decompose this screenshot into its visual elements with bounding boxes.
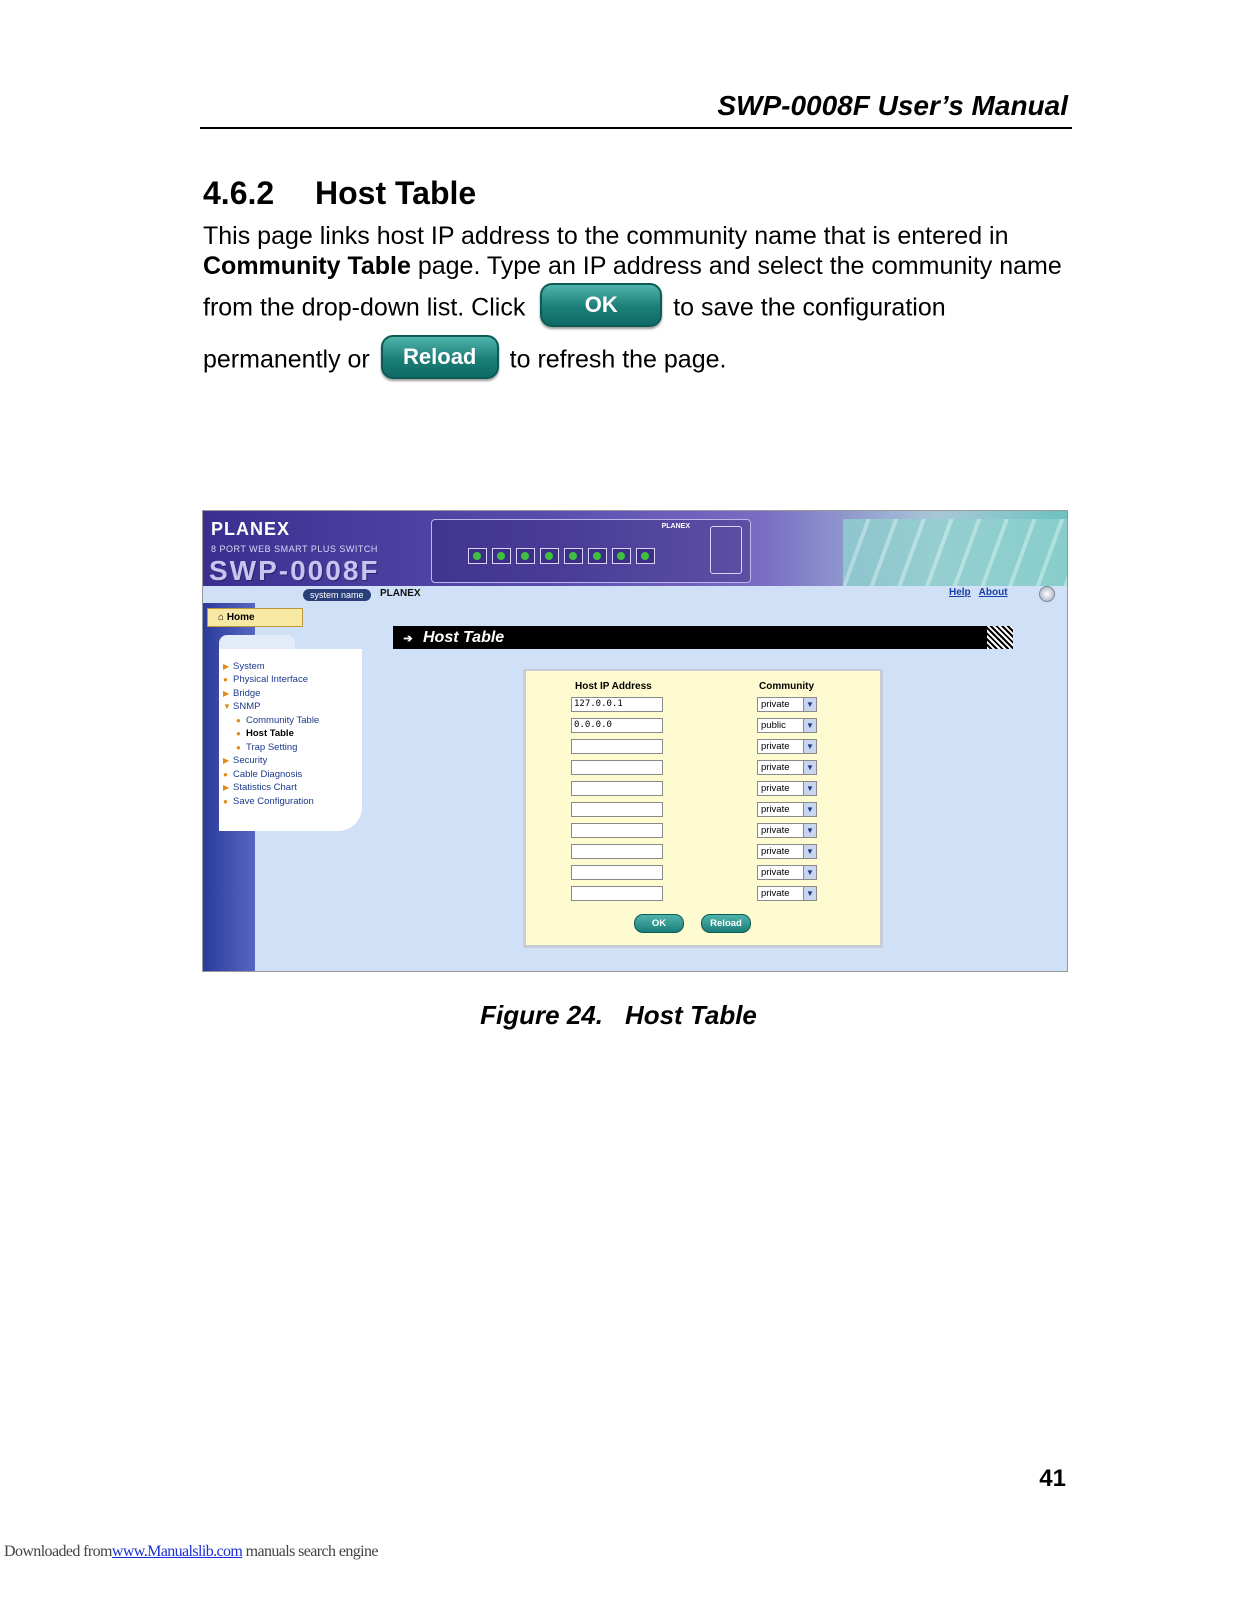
host-ip-input-1[interactable]: 127.0.0.1: [571, 697, 663, 712]
brand-logo: PLANEX: [211, 519, 291, 539]
menu-bridge[interactable]: [223, 688, 260, 699]
section-heading: Host Table: [315, 175, 477, 211]
column-community: Community: [759, 681, 814, 692]
column-host-ip: Host IP Address: [575, 681, 652, 692]
body-line-4: [203, 335, 726, 387]
arrow-icon: ▶: [223, 783, 230, 792]
community-select-9[interactable]: [757, 865, 817, 880]
host-ip-input-3[interactable]: [571, 739, 663, 754]
community-select-6[interactable]: [757, 802, 817, 817]
bullet-icon: ●: [223, 770, 228, 779]
port-led: [545, 552, 553, 560]
host-ip-input-8[interactable]: [571, 844, 663, 859]
menu-system[interactable]: [223, 661, 265, 672]
ok-button-image: OK: [540, 283, 662, 327]
chevron-down-icon: ▼: [803, 824, 816, 837]
section-number: 4.6.2: [203, 175, 275, 211]
body-line-4-after: to refresh the page.: [509, 345, 727, 374]
port-led: [497, 552, 505, 560]
host-ip-input-5[interactable]: [571, 781, 663, 796]
running-header: SWP-0008F User’s Manual: [717, 90, 1068, 121]
port-led: [473, 552, 481, 560]
banner: [203, 511, 1067, 586]
chevron-down-icon: ▼: [803, 803, 816, 816]
menu-cable-diagnosis[interactable]: [223, 769, 302, 780]
system-name-value: PLANEX: [380, 588, 421, 599]
home-tab[interactable]: [207, 608, 303, 627]
help-link[interactable]: Help: [949, 587, 971, 598]
menu-label: SNMP: [233, 701, 261, 712]
menu-snmp[interactable]: [223, 701, 260, 712]
community-select-5[interactable]: [757, 781, 817, 796]
menu-tab: [219, 635, 295, 649]
knob-icon: [1039, 586, 1055, 602]
body-line-2-rest: page. Type an IP address and select the community name: [410, 252, 1062, 280]
home-icon: ⌂: [218, 612, 227, 623]
top-links: [949, 587, 1016, 598]
device-brand: PLANEX: [661, 523, 690, 530]
port-1: [468, 548, 487, 564]
body-line-3-before: from the drop-down list. Click: [203, 293, 526, 322]
menu-label: Bridge: [233, 688, 261, 699]
about-link[interactable]: About: [978, 587, 1008, 598]
page-number: 41: [1039, 1465, 1066, 1492]
port-4: [540, 548, 559, 564]
bullet-icon: ●: [236, 743, 241, 752]
page-title: Host Table: [423, 629, 505, 646]
select-value: private: [761, 699, 790, 710]
host-ip-input-4[interactable]: [571, 760, 663, 775]
menu-save-configuration[interactable]: [223, 796, 314, 807]
select-value: public: [761, 720, 786, 731]
chevron-down-icon: ▼: [803, 740, 816, 753]
host-ip-input-6[interactable]: [571, 802, 663, 817]
menu-security[interactable]: [223, 755, 267, 766]
port-3: [516, 548, 535, 564]
menu-label: System: [233, 661, 265, 672]
arrow-icon: ▶: [223, 689, 230, 698]
community-table-ref: Community Table: [203, 252, 411, 280]
home-tab-label: Home: [226, 612, 255, 623]
community-select-7[interactable]: [757, 823, 817, 838]
model-name: SWP-0008F: [209, 555, 380, 586]
menu-label: Save Configuration: [233, 796, 314, 807]
menu-label: Community Table: [246, 715, 320, 726]
header-rule: [200, 127, 1072, 129]
select-value: private: [761, 846, 790, 857]
pixel-pattern-icon: [987, 626, 1013, 649]
figure-title: Host Table: [624, 1000, 757, 1030]
select-value: private: [761, 783, 790, 794]
switch-front-panel: [431, 519, 751, 583]
port-led: [641, 552, 649, 560]
system-bar: [203, 586, 1067, 603]
port-6: [588, 548, 607, 564]
menu-label: Security: [233, 755, 268, 766]
port-led: [521, 552, 529, 560]
port-7: [612, 548, 631, 564]
download-footer: [4, 1543, 378, 1561]
figure-number: Figure 24.: [480, 1000, 603, 1030]
reload-button[interactable]: Reload: [701, 914, 751, 933]
select-value: private: [761, 741, 790, 752]
page-title-bar: [393, 626, 1013, 649]
ok-button[interactable]: OK: [634, 914, 684, 933]
body-line-3-after: to save the configuration: [673, 293, 946, 322]
chevron-down-icon: ▼: [803, 845, 816, 858]
menu-label: Statistics Chart: [233, 782, 297, 793]
keyboard-graphic: [843, 519, 1067, 586]
body-line-3: [203, 283, 946, 335]
menu-label: Trap Setting: [246, 742, 298, 753]
brand-subtitle: 8 PORT WEB SMART PLUS SWITCH: [211, 544, 378, 554]
footer-suffix: manuals search engine: [242, 1543, 378, 1560]
body-line-4-before: permanently or: [203, 345, 370, 374]
chevron-down-icon: ▼: [803, 761, 816, 774]
menu-label: Cable Diagnosis: [233, 769, 303, 780]
select-value: private: [761, 762, 790, 773]
community-select-4[interactable]: [757, 760, 817, 775]
community-select-10[interactable]: [757, 886, 817, 901]
menu-community-table[interactable]: [236, 715, 319, 726]
community-select-8[interactable]: [757, 844, 817, 859]
figure-caption: [0, 1000, 1237, 1031]
community-select-3[interactable]: [757, 739, 817, 754]
community-select-1[interactable]: [757, 697, 817, 712]
section-title: [203, 175, 476, 212]
port-8: [636, 548, 655, 564]
port-5: [564, 548, 583, 564]
system-name-label: system name: [303, 589, 371, 601]
body-line-2: [203, 251, 1062, 281]
host-ip-input-10[interactable]: [571, 886, 663, 901]
bullet-icon: ●: [236, 729, 241, 738]
footer-prefix: Downloaded from: [4, 1543, 112, 1560]
host-ip-input-7[interactable]: [571, 823, 663, 838]
select-value: private: [761, 867, 790, 878]
select-value: private: [761, 804, 790, 815]
menu-statistics-chart[interactable]: [223, 782, 297, 793]
menu-physical-interface[interactable]: [223, 674, 308, 685]
arrow-icon: ▶: [223, 756, 230, 765]
port-led: [617, 552, 625, 560]
power-socket-icon: [710, 526, 742, 574]
chevron-down-icon: ▼: [803, 719, 816, 732]
manualslib-link[interactable]: www.Manualslib.com: [111, 1543, 243, 1560]
menu-trap-setting[interactable]: [236, 742, 297, 753]
select-value: private: [761, 825, 790, 836]
host-table-screenshot: [202, 510, 1068, 972]
menu-label: Physical Interface: [233, 674, 308, 685]
host-ip-input-2[interactable]: 0.0.0.0: [571, 718, 663, 733]
chevron-down-icon: ▼: [223, 702, 231, 711]
reload-button-image: Reload: [381, 335, 499, 379]
port-2: [492, 548, 511, 564]
menu-host-table[interactable]: [236, 728, 294, 739]
bullet-icon: ●: [223, 797, 228, 806]
arrow-right-icon: ➔: [403, 633, 413, 645]
body-line-1: This page links host IP address to the community name that is entered in: [203, 222, 1009, 250]
chevron-down-icon: ▼: [803, 698, 816, 711]
community-select-2[interactable]: [757, 718, 817, 733]
select-value: private: [761, 888, 790, 899]
chevron-down-icon: ▼: [803, 782, 816, 795]
arrow-icon: ▶: [223, 662, 230, 671]
bullet-icon: ●: [223, 675, 228, 684]
menu-label: Host Table: [246, 728, 294, 739]
port-led: [593, 552, 601, 560]
chevron-down-icon: ▼: [803, 866, 816, 879]
bullet-icon: ●: [236, 716, 241, 725]
chevron-down-icon: ▼: [803, 887, 816, 900]
host-table-form: [523, 669, 883, 948]
host-ip-input-9[interactable]: [571, 865, 663, 880]
port-led: [569, 552, 577, 560]
